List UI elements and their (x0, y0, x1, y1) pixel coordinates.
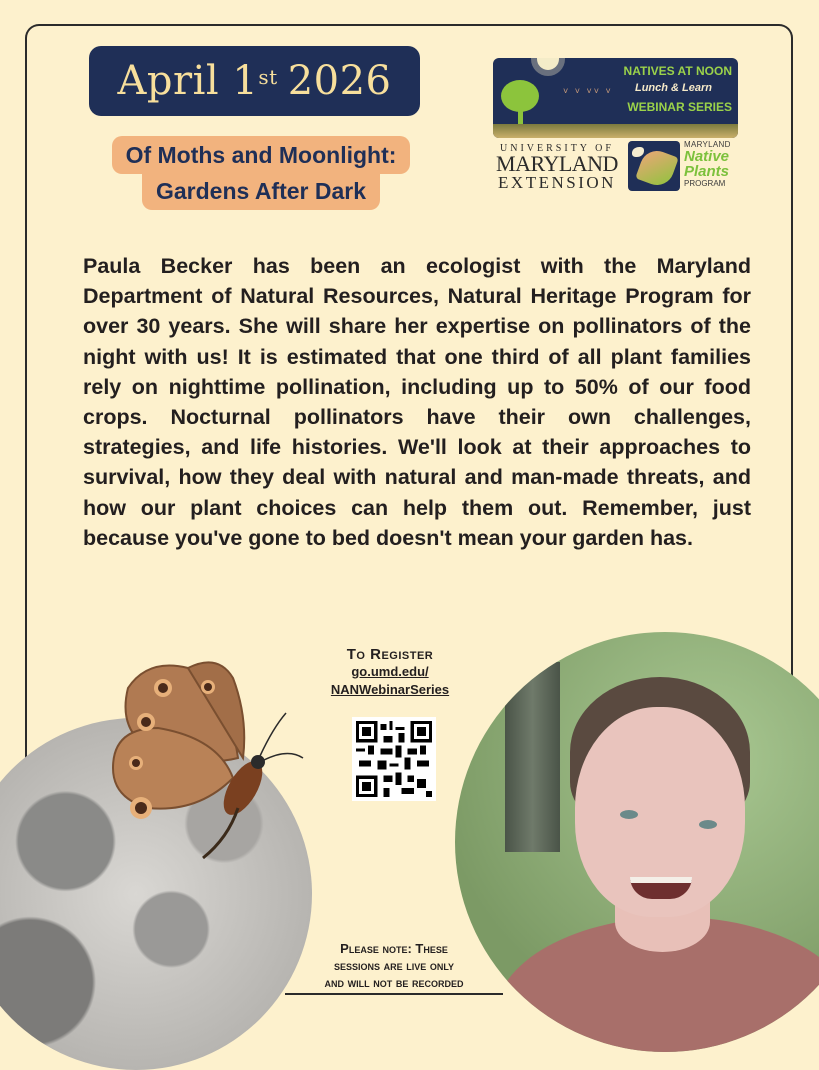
eye-right (699, 820, 717, 829)
event-title-line1: Of Moths and Moonlight: (112, 136, 411, 174)
notice-line1: Please note: These (340, 941, 448, 956)
natives-at-noon-logo (493, 58, 738, 138)
tree-trunk-bg (505, 662, 560, 852)
date-badge (89, 46, 420, 116)
register-link-line2[interactable]: NANWebinarSeries (330, 682, 450, 697)
event-description: Paula Becker has been an ecologist with the Maryland Department of Natural Resources, Natural Heritage Program for over 30 years. She will share her expertise on pollinators of the night with us! It is estimated that one third of all plant families rely on nighttime pollination, including up to 50% of our food crops. Nocturnal pollinators have their own challenges, strategies, and life histories. We'll look at their approaches to survival, how they deal with natural and man-made threats, and how our plant choices can help them out. Remember, just because you've gone to bed doesn't mean your garden has. (83, 254, 751, 550)
umd-line3: EXTENSION (498, 173, 616, 192)
butterfly-image (108, 658, 308, 868)
umd-line1: UNIVERSITY OF (500, 143, 614, 154)
speaker-photo (455, 632, 819, 1052)
event-title (65, 136, 457, 218)
notice-line2: sessions are live only (333, 958, 455, 973)
series-subtitle: Lunch & Learn (634, 82, 712, 94)
series-webinar: WEBINAR SERIES (627, 100, 732, 114)
date-month-day: April 1 (117, 58, 259, 104)
mnpp-line4: PROGRAM (684, 179, 726, 188)
register-link-line1[interactable]: go.umd.edu/ (351, 664, 429, 679)
notice-line3: and will not be recorded (324, 975, 464, 990)
native-plants-program-logo (684, 140, 744, 188)
series-title: NATIVES AT NOON (623, 64, 732, 78)
registration-section (300, 646, 480, 699)
date-year: 2026 (287, 58, 392, 104)
umd-line2: MARYLAND (496, 151, 618, 176)
birds-icon: ˅ ˅ ˅˅ ˅ (563, 86, 613, 96)
umd-extension-logo (493, 143, 621, 193)
date-ordinal: st (258, 65, 278, 89)
oak-leaf-icon (628, 141, 680, 191)
mnpp-line2: Native (684, 148, 730, 165)
mnpp-line1: MARYLAND (684, 140, 731, 149)
sun-icon (537, 58, 559, 70)
qr-code-icon[interactable] (352, 717, 436, 801)
moth-icon (632, 147, 644, 157)
mnpp-line3: Plants (684, 163, 730, 180)
eye-left (620, 810, 638, 819)
register-heading: To Register (346, 646, 434, 663)
meadow-graphic (493, 124, 738, 138)
recording-notice (285, 940, 503, 995)
event-title-line2: Gardens After Dark (142, 170, 380, 210)
